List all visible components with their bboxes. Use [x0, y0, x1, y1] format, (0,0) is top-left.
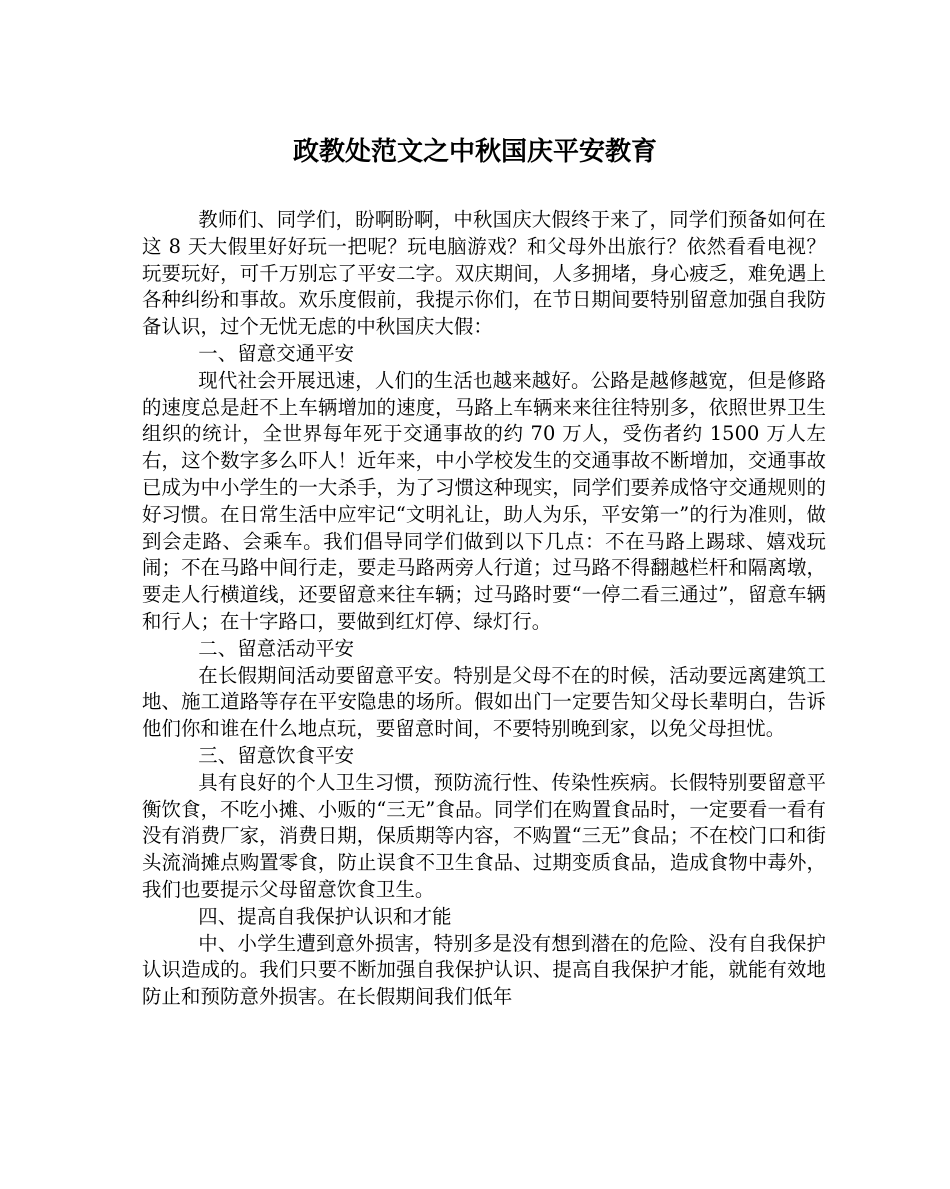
section-heading-activity: 二、留意活动平安 [198, 636, 355, 660]
section-paragraph-activity: 在长假期间活动要留意平安。特别是父母不在的时候，活动要远离建筑工地、施工道路等存在平安隐患的场所。假如出门一定要告知父母长辈明白，告诉他们你和谁在什么地点玩，要留意时间，不要特别晚到家，以免父母担忧。 [142, 663, 826, 741]
section-paragraph-food: 具有良好的个人卫生习惯，预防流行性、传染性疾病。长假特别要留意平衡饮食，不吃小摊、小贩的“三无”食品。同学们在购置食品时，一定要看一看有没有消费厂家，消费日期，保质期等内容，不购置“三无”食品；不在校门口和街头流淌摊点购置零食，防止误食不卫生食品、过期变质食品，造成食物中毒外，我们也要提示父母留意饮食卫生。 [142, 770, 826, 901]
section-heading-self-protection: 四、提高自我保护认识和才能 [198, 904, 452, 928]
intro-paragraph: 教师们、同学们，盼啊盼啊，中秋国庆大假终于来了，同学们预备如何在这 8 天大假里好好玩一把呢？玩电脑游戏？和父母外出旅行？依然看看电视？玩要玩好，可千万别忘了平安二字。双庆期间，人多拥堵，身心疲乏，难免遇上各种纠纷和事故。欢乐度假前，我提示你们，在节日期间要特别留意加强自我防备认识，过个无忧无虑的中秋国庆大假： [142, 208, 826, 339]
document-body [142, 207, 826, 1011]
section-heading-traffic: 一、留意交通平安 [198, 341, 355, 365]
section-paragraph-traffic: 现代社会开展迅速，人们的生活也越来越好。公路是越修越宽，但是修路的速度总是赶不上车辆增加的速度，马路上车辆来来往往特别多，依照世界卫生组织的统计，全世界每年死于交通事故的约 70 万人，受伤者约 1500 万人左右，这个数字多么吓人！近年来，中小学校发生的交通事故不断增加，交通事故已成为中小学生的一大杀手，为了习惯这种现实，同学们要养成恪守交通规则的好习惯。在日常生活中应牢记“文明礼让，助人为乐，平安第一”的行为准则，做到会走路、会乘车。我们倡导同学们做到以下几点：不在马路上踢球、嬉戏玩闹；不在马路中间行走，要走马路两旁人行道；过马路不得翻越栏杆和隔离墩，要走人行横道线，还要留意来往车辆；过马路时要“一停二看三通过”，留意车辆和行人；在十字路口，要做到红灯停、绿灯行。 [142, 368, 826, 633]
section-paragraph-self-protection: 中、小学生遭到意外损害，特别多是没有想到潜在的危险、没有自我保护认识造成的。我们只要不断加强自我保护认识、提高自我保护才能，就能有效地防止和预防意外损害。在长假期间我们低年 [142, 931, 826, 1009]
document-title: 政教处范文之中秋国庆平安教育 [292, 137, 657, 167]
section-heading-food: 三、留意饮食平安 [198, 743, 355, 767]
